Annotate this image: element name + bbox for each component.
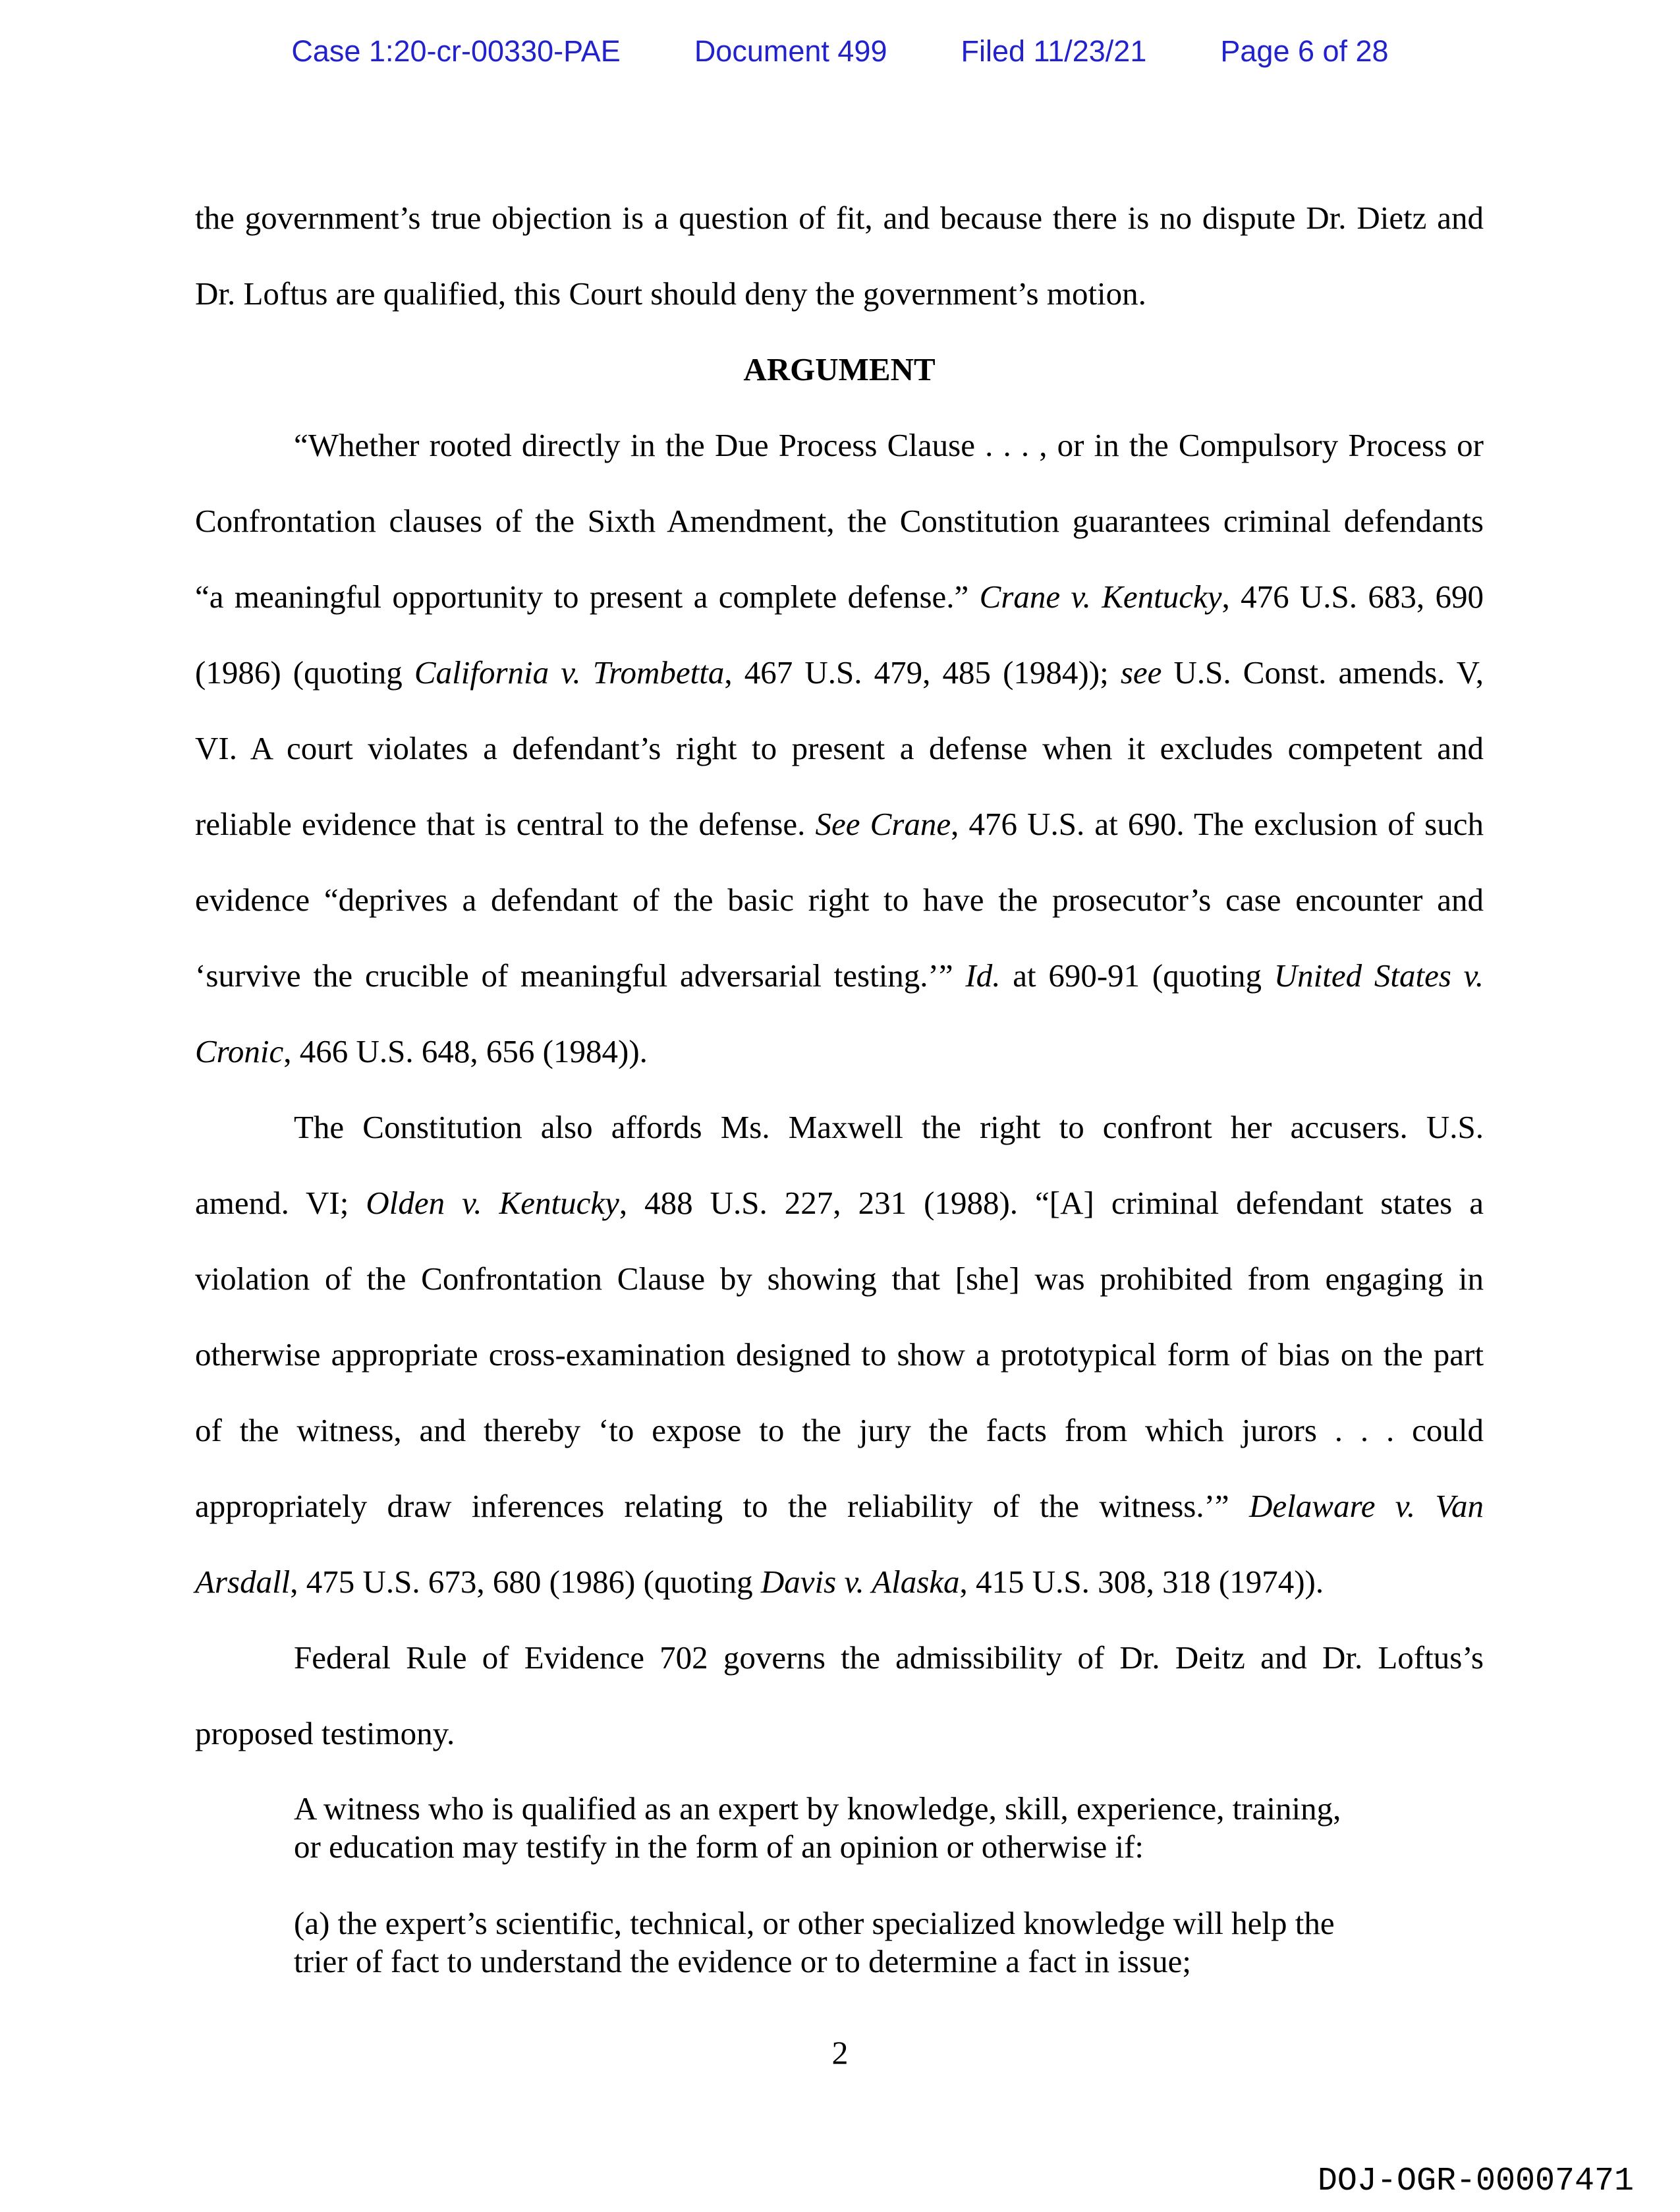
body-text-run: “a meaningful opportunity to present a complete defense.” (195, 579, 980, 615)
body-text-line (195, 1013, 1484, 1089)
body-text-run: The Constitution also affords Ms. Maxwell the right to confront her accusers. U.S. (294, 1109, 1484, 1145)
case-citation-italic: Olden v. Kentucky (366, 1185, 619, 1221)
body-text-line (195, 786, 1484, 862)
body-text-line (195, 407, 1484, 483)
case-citation-italic: United States v. (1274, 957, 1484, 994)
body-text-run: of the witness, and thereby ‘to expose to the jury the facts from which jurors . . . could (195, 1412, 1484, 1448)
case-citation-italic: Cronic (195, 1033, 284, 1069)
body-text-run: proposed testimony. (195, 1715, 455, 1751)
body-text-run: U.S. Const. amends. V, (1162, 654, 1484, 691)
case-citation-italic: Crane v. Kentucky (979, 579, 1222, 615)
case-citation-italic: Davis v. Alaska (760, 1564, 960, 1600)
body-text-run: Confrontation clauses of the Sixth Amendment, the Constitution guarantees criminal defendants (195, 503, 1484, 539)
body-text-line (195, 1089, 1484, 1165)
rule-702-blockquote (294, 1790, 1486, 1981)
body-text-line (195, 1165, 1484, 1241)
body-text-line (195, 483, 1484, 559)
body-text-line (195, 256, 1484, 331)
body-text-run: at 690-91 (quoting (1000, 957, 1274, 994)
body-text-run: “Whether rooted directly in the Due Process Clause . . . , or in the Compulsory Process or (294, 427, 1484, 463)
blockquote-paragraph (294, 1790, 1486, 1866)
blockquote-paragraph (294, 1904, 1486, 1981)
body-text-run: , 488 U.S. 227, 231 (1988). “[A] criminal defendant states a (619, 1185, 1484, 1221)
blockquote-line: or education may testify in the form of an opinion or otherwise if: (294, 1829, 1144, 1865)
body-text-run: Federal Rule of Evidence 702 governs the admissibility of Dr. Deitz and Dr. Loftus’s (294, 1639, 1484, 1676)
document-body (195, 180, 1484, 1981)
body-text-run: appropriately draw inferences relating to the reliability of the witness.’” (195, 1488, 1250, 1524)
case-citation-italic: see (1120, 654, 1162, 691)
case-citation-italic: Delaware v. Van (1249, 1488, 1484, 1524)
case-citation-italic: California v. Trombetta (414, 654, 725, 691)
body-text-run: , 467 U.S. 479, 485 (1984)); (724, 654, 1121, 691)
body-text-line (195, 938, 1484, 1013)
body-text-run: evidence “deprives a defendant of the basic right to have the prosecutor’s case encounter and (195, 882, 1484, 918)
body-text-line (195, 1544, 1484, 1620)
body-text-run: , 476 U.S. 683, 690 (1221, 579, 1484, 615)
body-text-run: , 475 U.S. 673, 680 (1986) (quoting (290, 1564, 761, 1600)
body-text-line (195, 559, 1484, 635)
ecf-document-number: Document 499 (694, 34, 887, 68)
blockquote-line: trier of fact to understand the evidence or to determine a fact in issue; (294, 1943, 1191, 1979)
blockquote-line: (a) the expert’s scientific, technical, or other specialized knowledge will help the (294, 1905, 1335, 1941)
body-text-line (195, 1468, 1484, 1544)
body-text-line (195, 1317, 1484, 1392)
argument-heading: ARGUMENT (743, 351, 936, 387)
body-text-line (195, 1392, 1484, 1468)
body-text-run: violation of the Confrontation Clause by showing that [she] was prohibited from engaging in (195, 1261, 1484, 1297)
body-text-run: (1986) (quoting (195, 654, 414, 691)
body-text-line (195, 1695, 1484, 1771)
ecf-case-number: Case 1:20-cr-00330-PAE (291, 34, 621, 68)
body-text-run: VI. A court violates a defendant’s right to present a defense when it excludes competent and (195, 730, 1484, 766)
bates-stamp: DOJ-OGR-00007471 (1317, 2163, 1634, 2200)
case-citation-italic: Arsdall (195, 1564, 291, 1600)
body-text-run: otherwise appropriate cross-examination designed to show a prototypical form of bias on the part (195, 1336, 1484, 1373)
body-text-run: Dr. Loftus are qualified, this Court should deny the government’s motion. (195, 275, 1146, 312)
body-text-line (195, 635, 1484, 710)
body-text-run: amend. VI; (195, 1185, 366, 1221)
body-text-run: the government’s true objection is a question of fit, and because there is no dispute Dr. Dietz and (195, 200, 1484, 236)
ecf-header-stamp (0, 34, 1680, 69)
blockquote-line: A witness who is qualified as an expert by knowledge, skill, experience, training, (294, 1790, 1341, 1827)
ecf-page-count: Page 6 of 28 (1220, 34, 1389, 68)
case-citation-italic: Id. (965, 957, 1001, 994)
body-text-run: , 415 U.S. 308, 318 (1974)). (959, 1564, 1324, 1600)
body-text-run: reliable evidence that is central to the defense. (195, 806, 816, 842)
footer-page-number: 2 (831, 2034, 849, 2071)
ecf-filed-date: Filed 11/23/21 (961, 34, 1147, 68)
body-text-line (195, 1620, 1484, 1695)
case-citation-italic: See Crane (815, 806, 951, 842)
body-text-run: ‘survive the crucible of meaningful adversarial testing.’” (195, 957, 966, 994)
body-text-line (195, 862, 1484, 938)
body-text-line (195, 1241, 1484, 1317)
body-text-run: , 476 U.S. at 690. The exclusion of such (951, 806, 1484, 842)
body-text-line (195, 710, 1484, 786)
body-text-line (195, 180, 1484, 256)
body-text-run: , 466 U.S. 648, 656 (1984)). (283, 1033, 648, 1069)
